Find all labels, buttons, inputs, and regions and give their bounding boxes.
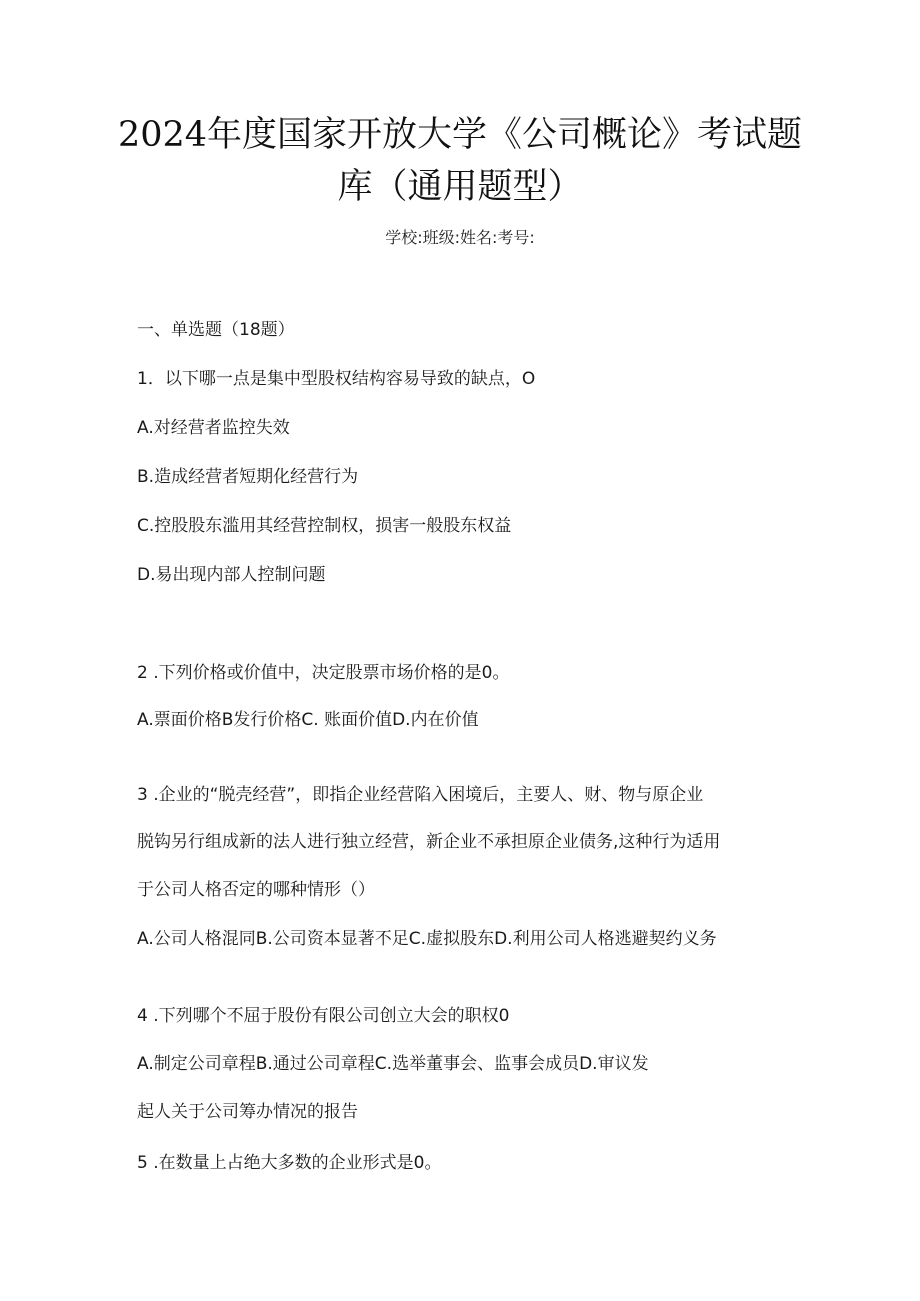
question-1-stem: 1．以下哪一点是集中型股权结构容易导致的缺点，O — [137, 369, 536, 389]
question-5-stem: 5 .在数量上占绝大多数的企业形式是0。 — [137, 1153, 442, 1173]
student-info-line: 学校:班级:姓名:考号: — [385, 228, 535, 247]
section-heading: 一、单选题（18题） — [137, 320, 295, 340]
question-3-options: A.公司人格混同B.公司资本显著不足C.虚拟股东D.利用公司人格逃避契约义务 — [137, 929, 717, 949]
question-4-options-line-1: A.制定公司章程B.通过公司章程C.选举董事会、监事会成员D.审议发 — [137, 1054, 649, 1074]
document-title-line-1: 2024年度国家开放大学《公司概论》考试题 — [117, 115, 803, 155]
question-4-options-line-2: 起人关于公司筹办情况的报告 — [137, 1102, 358, 1122]
question-3-stem-line-1: 3 .企业的“脱壳经营”，即指企业经营陷入困境后，主要人、财、物与原企业 — [137, 785, 704, 805]
document-title-line-2: 库（通用题型） — [337, 167, 583, 207]
question-1-option-c: C.控股股东滥用其经营控制权，损害一般股东权益 — [137, 516, 512, 536]
question-1-option-a: A.对经营者监控失效 — [137, 418, 290, 438]
question-1-option-d: D.易出现内部人控制问题 — [137, 565, 326, 585]
question-2-stem: 2 .下列价格或价值中，决定股票市场价格的是0。 — [137, 663, 510, 683]
question-3-stem-line-3: 于公司人格否定的哪种情形（） — [137, 880, 375, 900]
question-2-options: A.票面价格B发行价格C. 账面价值D.内在价值 — [137, 710, 479, 730]
question-3-stem-line-2: 脱钩另行组成新的法人进行独立经营，新企业不承担原企业债务,这种行为适用 — [137, 832, 721, 852]
question-1-option-b: B.造成经营者短期化经营行为 — [137, 467, 359, 487]
question-4-stem: 4 .下列哪个不屈于股份有限公司创立大会的职权0 — [137, 1006, 510, 1026]
